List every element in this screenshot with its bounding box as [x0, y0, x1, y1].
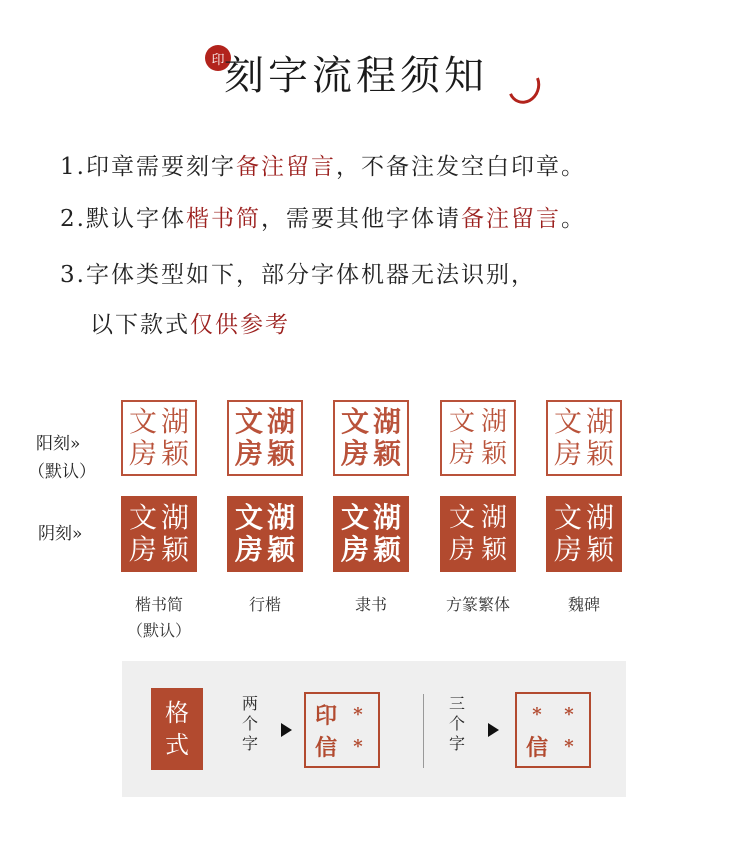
- label-char: 个: [241, 714, 258, 733]
- row-label-yang: 阳刻»: [36, 434, 81, 454]
- seal-char: 颖: [585, 437, 614, 470]
- seal-char: 湖: [480, 503, 507, 533]
- rule-3-text-2: 以下款式: [90, 312, 190, 338]
- label-char: 个: [448, 714, 465, 733]
- seal-char: 房: [340, 533, 369, 566]
- seal-yin-weibei: [546, 496, 622, 572]
- rule-3: [60, 256, 536, 289]
- rule-1-highlight: 备注留言: [235, 154, 336, 180]
- star-placeholder: *: [353, 735, 363, 757]
- seal-char: 房: [553, 437, 582, 470]
- rule-3-highlight: 仅供参考: [190, 312, 290, 338]
- star-placeholder: *: [353, 703, 363, 725]
- star-placeholder: *: [564, 703, 574, 725]
- seal-char: 颖: [372, 533, 401, 566]
- seal-yin-lishu: [333, 496, 409, 572]
- font-caption-xingkai: 行楷: [248, 595, 281, 614]
- seal-char: 颖: [160, 533, 189, 566]
- seal-char: 房: [553, 533, 582, 566]
- seal-char: 湖: [585, 405, 614, 438]
- font-caption-lishu: 隶书: [354, 595, 387, 614]
- rule-3-continued: [90, 306, 290, 339]
- seal-char: 房: [234, 533, 263, 566]
- arrow-right-icon: [488, 723, 499, 737]
- seal-char: 颖: [480, 439, 507, 469]
- seal-char: 文: [553, 405, 582, 438]
- seal-char: 文: [128, 405, 157, 438]
- seal-char: 文: [553, 501, 582, 534]
- rule-2-text: 2.默认字体: [60, 206, 186, 232]
- seal-char: 房: [448, 535, 475, 565]
- seal-char: 颖: [372, 437, 401, 470]
- page-title: 刻字流程须知: [224, 53, 488, 99]
- rule-2-highlight-font: 楷书简: [185, 206, 261, 232]
- seal-yang-weibei: [546, 400, 622, 476]
- rule-3-text: 3.字体类型如下，部分字体机器无法识别，: [60, 262, 536, 288]
- seal-yin-kaishu: [121, 496, 197, 572]
- rule-1-text: 1.印章需要刻字: [60, 154, 236, 180]
- seal-char: 文: [340, 405, 369, 438]
- rule-1-tail: ，不备注发空白印章。: [335, 154, 586, 180]
- seal-yang-kaishu: [121, 400, 197, 476]
- seal-char: 房: [234, 437, 263, 470]
- three-char-label: [447, 694, 467, 754]
- label-char: 三: [448, 694, 465, 713]
- seal-char: 湖: [160, 501, 189, 534]
- seal-yang-xingkai: [227, 400, 303, 476]
- seal-yin-xingkai: [227, 496, 303, 572]
- format-badge-char: 格: [165, 698, 189, 727]
- two-char-label: [240, 694, 260, 754]
- seal-char: 湖: [585, 501, 614, 534]
- seal-char: 文: [448, 503, 475, 533]
- arrow-right-icon: [281, 723, 292, 737]
- star-placeholder: *: [532, 703, 542, 725]
- example-char: 信: [314, 734, 337, 761]
- seal-char: 湖: [160, 405, 189, 438]
- seal-char: 房: [340, 437, 369, 470]
- seal-yang-zhuan: [440, 400, 516, 476]
- seal-char: 湖: [372, 501, 401, 534]
- seal-char: 颖: [266, 533, 295, 566]
- seal-char: 颖: [585, 533, 614, 566]
- seal-char: 湖: [266, 405, 295, 438]
- rule-1: [60, 148, 586, 181]
- rule-2-tail: 。: [560, 206, 586, 232]
- example-seal-two-char: [304, 692, 380, 768]
- title-seal-icon: 印: [205, 45, 231, 71]
- seal-char: 颖: [480, 535, 507, 565]
- format-divider: [423, 694, 424, 768]
- seal-char: 房: [128, 533, 157, 566]
- seal-char: 文: [340, 501, 369, 534]
- example-char: 印: [314, 702, 337, 729]
- seal-char: 湖: [372, 405, 401, 438]
- font-caption-default: （默认）: [126, 621, 191, 640]
- example-char: 信: [525, 734, 548, 761]
- seal-char: 文: [234, 405, 263, 438]
- brush-swirl-icon: [503, 64, 545, 109]
- seal-char: 文: [448, 407, 475, 437]
- seal-char: 湖: [266, 501, 295, 534]
- format-badge: [151, 688, 203, 770]
- format-badge-char: 式: [165, 731, 189, 759]
- label-char: 字: [448, 734, 465, 753]
- seal-char: 房: [128, 437, 157, 470]
- seal-char: 文: [128, 501, 157, 534]
- rule-2-mid: ，需要其他字体请: [260, 206, 461, 232]
- seal-char: 房: [448, 439, 475, 469]
- label-char: 字: [241, 734, 258, 753]
- row-label-yang-default: （默认）: [28, 462, 96, 482]
- font-caption-zhuan: 方篆繁体: [445, 595, 510, 614]
- row-label-yin: 阴刻»: [38, 524, 83, 544]
- rule-2-highlight-note: 备注留言: [460, 206, 561, 232]
- star-placeholder: *: [564, 735, 574, 757]
- seal-char: 颖: [266, 437, 295, 470]
- font-caption-kaishu: 楷书简: [134, 595, 183, 614]
- seal-yin-zhuan: [440, 496, 516, 572]
- seal-char: 颖: [160, 437, 189, 470]
- rule-2: [60, 200, 586, 233]
- example-seal-three-char: [515, 692, 591, 768]
- seal-char: 湖: [480, 407, 507, 437]
- font-caption-weibei: 魏碑: [567, 595, 600, 614]
- seal-char: 文: [234, 501, 263, 534]
- seal-yang-lishu: [333, 400, 409, 476]
- label-char: 两: [241, 694, 258, 713]
